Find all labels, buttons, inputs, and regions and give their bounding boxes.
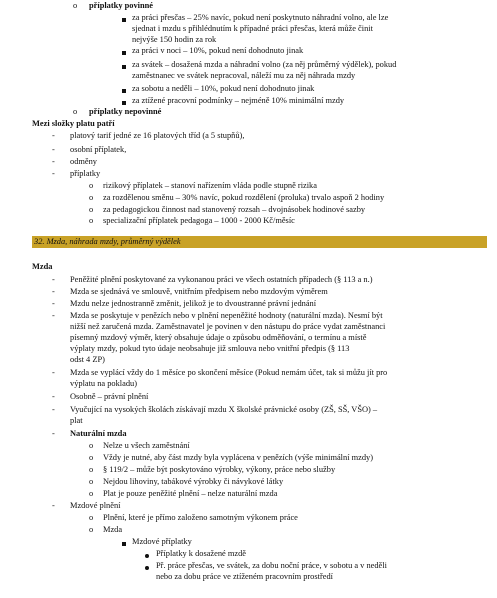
round-bullet xyxy=(145,551,149,561)
text-line: Mzdové příplatky xyxy=(132,537,192,546)
dash-bullet: - xyxy=(52,275,55,284)
dash-bullet: - xyxy=(52,501,55,510)
text-line: Příplatky k dosažené mzdě xyxy=(156,549,247,558)
chapter-heading: 32. Mzda, náhrada mzdy, průměrný výdělek xyxy=(34,237,181,246)
square-bullet xyxy=(122,86,126,96)
square-bullet xyxy=(122,15,126,25)
text-line: nejvýše 150 hodin za rok xyxy=(132,35,217,44)
text-line: za práci v noci – 10%, pokud není dohodnuto jinak xyxy=(132,46,304,55)
text-line: Mzda se vyplácí vždy do 1 měsíce po skončení měsíce (Pokud nemám účet, tak si můžu jít pro xyxy=(70,368,388,377)
dash-bullet: - xyxy=(52,368,55,377)
circle-bullet: o xyxy=(89,465,94,474)
text-line: Osobně – právní plnění xyxy=(70,392,149,401)
text-line: Plat je pouze peněžité plnění – nelze naturální mzda xyxy=(103,489,278,498)
subheading-nepovinne: příplatky nepovinné xyxy=(89,107,162,116)
circle-bullet: o xyxy=(73,107,78,116)
section-heading-mzda: Mzda xyxy=(32,262,53,271)
square-bullet xyxy=(122,539,126,549)
circle-bullet: o xyxy=(89,513,94,522)
text-line: výplaty mzdy, pokud tyto údaje neobsahuje již smlouva nebo vnitřní předpis (§ 113 xyxy=(70,344,350,353)
text-line: sjednat i mzdu s přihlédnutím k případné práci přesčas, která může činit xyxy=(132,24,373,33)
text-line: Mzda se poskytuje v penězích nebo v plnění nepeněžité hodnoty (naturální mzda). Nesmí být xyxy=(70,311,383,320)
dash-bullet: - xyxy=(52,299,55,308)
text-line: Vyučující na vysokých školách získávají mzdu X školské právnické osoby (ZŠ, SŠ, VŠO) – xyxy=(70,405,378,414)
dash-bullet: - xyxy=(52,287,55,296)
text-line: Vždy je nutné, aby část mzdy byla vyplácena v penězích (výše minimální mzdy) xyxy=(103,453,374,462)
text-line: platový tarif jedné ze 16 platových tříd (a 5 stupňů), xyxy=(70,131,245,140)
dash-bullet: - xyxy=(52,157,55,166)
square-bullet xyxy=(122,62,126,72)
text-line: za svátek – dosažená mzda a náhradní volno (za něj průměrný výdělek), pokud xyxy=(132,60,397,69)
round-bullet xyxy=(145,563,149,573)
subheading-naturalni-mzda: Naturální mzda xyxy=(70,429,127,438)
dash-bullet: - xyxy=(52,311,55,320)
text-line: odst 4 ZP) xyxy=(70,355,105,364)
text-line: odměny xyxy=(70,157,97,166)
section-heading-plat: Mezi složky platu patří xyxy=(32,119,115,128)
text-line: zaměstnanec ve svátek nepracoval, náleží mu za něj náhrada mzdy xyxy=(132,71,356,80)
square-bullet xyxy=(122,48,126,58)
text-line: za pedagogickou činnost nad stanovený rozsah – dvojnásobek hodinové sazby xyxy=(103,205,366,214)
circle-bullet: o xyxy=(89,477,94,486)
dash-bullet: - xyxy=(52,131,55,140)
dash-bullet: - xyxy=(52,145,55,154)
circle-bullet: o xyxy=(89,216,94,225)
circle-bullet: o xyxy=(89,205,94,214)
text-line: Plnění, které je přímo založeno samotným výkonem práce xyxy=(103,513,298,522)
text-line: plat xyxy=(70,416,83,425)
circle-bullet: o xyxy=(89,489,94,498)
circle-bullet: o xyxy=(89,193,94,202)
text-line: Peněžité plnění poskytované za vykonanou práci ve všech ostatních případech (§ 113 a n.) xyxy=(70,275,373,284)
text-line: Mzdové plnění xyxy=(70,501,121,510)
text-line: § 119/2 – může být poskytováno výrobky, výkony, práce nebo služby xyxy=(103,465,336,474)
text-line: Mzda xyxy=(103,525,123,534)
text-line: rizikový příplatek – stanoví nařízením vláda podle stupně rizika xyxy=(103,181,317,190)
text-line: za práci přesčas – 25% navíc, pokud není poskytnuto náhradní volno, ale lze xyxy=(132,13,389,22)
text-line: Př. práce přesčas, ve svátek, za dobu noční práce, v sobotu a v neděli xyxy=(156,561,387,570)
dash-bullet: - xyxy=(52,392,55,401)
text-line: osobní příplatek, xyxy=(70,145,127,154)
text-line: za sobotu a neděli – 10%, pokud není dohodnuto jinak xyxy=(132,84,315,93)
circle-bullet: o xyxy=(89,453,94,462)
circle-bullet: o xyxy=(73,1,78,10)
text-line: Nelze u všech zaměstnání xyxy=(103,441,190,450)
chapter-heading-bar xyxy=(32,236,487,248)
dash-bullet: - xyxy=(52,405,55,414)
text-line: nižší než zaručená mzda. Zaměstnavatel je povinen v den nástupu do práce vydat zaměstnanci xyxy=(70,322,386,331)
circle-bullet: o xyxy=(89,181,94,190)
dash-bullet: - xyxy=(52,429,55,438)
text-line: Nejdou lihoviny, tabákové výrobky či návykové látky xyxy=(103,477,284,486)
text-line: specializační příplatek pedagoga – 1000 - 2000 Kč/měsíc xyxy=(103,216,295,225)
circle-bullet: o xyxy=(89,441,94,450)
text-line: Mzda se sjednává ve smlouvě, vnitřním předpisem nebo mzdovým výměrem xyxy=(70,287,328,296)
dash-bullet: - xyxy=(52,169,55,178)
text-line: výplatu na pokladu) xyxy=(70,379,137,388)
text-line: nebo za dobu práce ve ztíženém pracovním prostředí xyxy=(156,572,333,581)
text-line: písemný mzdový výměr, který obsahuje údaje o způsobu odměňování, o termínu a místě xyxy=(70,333,367,342)
text-line: Mzdu nelze jednostranně změnit, jelikož je to dvoustranné právní jednání xyxy=(70,299,317,308)
circle-bullet: o xyxy=(89,525,94,534)
text-line: příplatky xyxy=(70,169,101,178)
subheading-povinne: příplatky povinné xyxy=(89,1,153,10)
text-line: za rozdělenou směnu – 30% navíc, pokud rozdělení (proluka) trvalo aspoň 2 hodiny xyxy=(103,193,385,202)
text-line: za ztížené pracovní podmínky – nejméně 10% minimální mzdy xyxy=(132,96,345,105)
